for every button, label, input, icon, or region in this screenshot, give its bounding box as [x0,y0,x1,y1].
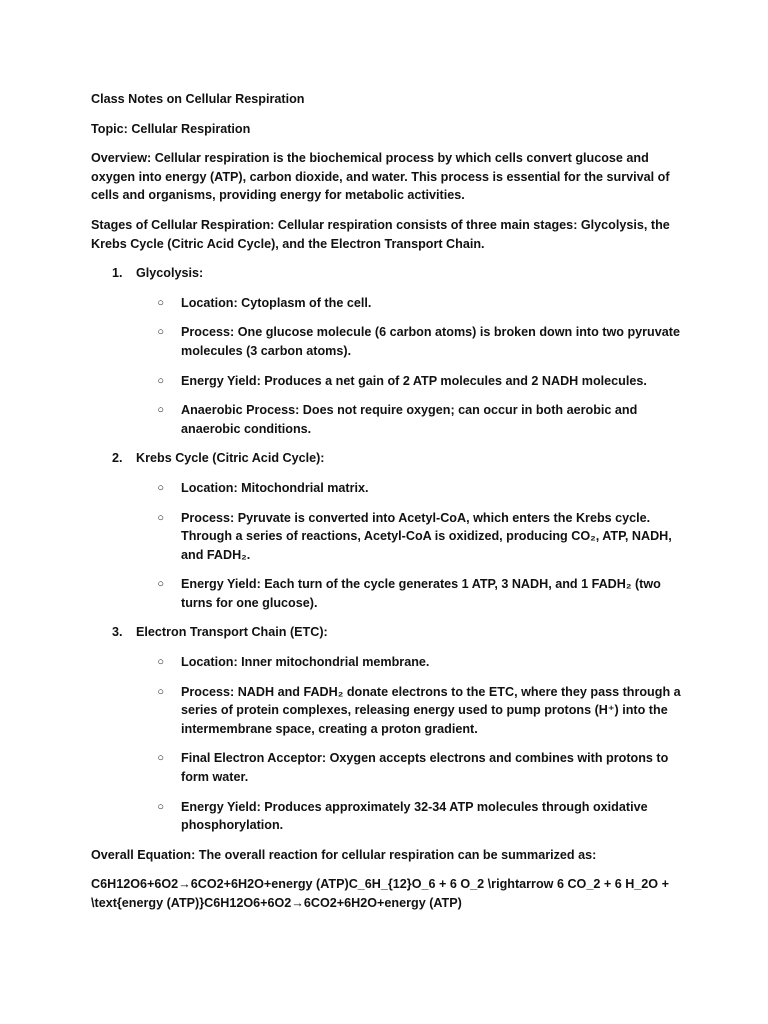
bullet-text: Process: NADH and FADH₂ donate electrons to the ETC, where they pass through a series of protein complexes, releasing energy used to pump protons (H⁺) into the intermembrane space, creating a proton gradient. [181,684,681,736]
stage-number: 3. [112,625,123,640]
stages-list [91,264,681,835]
stage-item-glycolysis [91,264,681,438]
list-item [91,479,681,498]
stage-heading-row [91,449,681,468]
list-item [91,575,681,612]
hollow-circle-bullet-icon: ○ [157,374,164,387]
bullet-text: Location: Inner mitochondrial membrane. [181,655,430,670]
bullet-text: Process: One glucose molecule (6 carbon atoms) is broken down into two pyruvate molecules (3 carbon atoms). [181,325,680,358]
stage-bullet-list [91,294,681,439]
bullet-text: Energy Yield: Produces approximately 32-34 ATP molecules through oxidative phosphorylation. [181,799,648,833]
stage-heading-row [91,264,681,283]
bullet-text: Energy Yield: Produces a net gain of 2 ATP molecules and 2 NADH molecules. [181,373,647,388]
stage-number: 1. [112,266,123,281]
list-item [91,749,681,786]
stage-bullet-list [91,653,681,835]
overall-equation-text: C6H12O6+6O2→6CO2+6H2O+energy (ATP)C_6H_{12}O_6 + 6 O_2 \rightarrow 6 CO_2 + 6 H_2O + \text{energy (ATP)}C6H12O6+6O2→6CO2+6H2O+energy (ATP) [91,877,669,910]
hollow-circle-bullet-icon: ○ [157,685,164,698]
bullet-text: Energy Yield: Each turn of the cycle generates 1 ATP, 3 NADH, and 1 FADH₂ (two turns for one glucose). [181,577,661,610]
list-item [91,323,681,360]
stage-heading: Glycolysis: [136,266,204,281]
stage-item-electron-transport-chain [91,623,681,834]
bullet-text: Anaerobic Process: Does not require oxygen; can occur in both aerobic and anaerobic conditions. [181,403,638,436]
list-item [91,372,681,391]
list-item [91,401,681,438]
hollow-circle-bullet-icon: ○ [157,656,164,669]
bullet-text: Process: Pyruvate is converted into Acetyl-CoA, which enters the Krebs cycle. Through a series of reactions, Acetyl-CoA is oxidized, producing CO₂, ATP, NADH, and FADH₂. [181,510,672,562]
stage-heading-row [91,623,681,642]
hollow-circle-bullet-icon: ○ [157,481,164,494]
bullet-text: Location: Mitochondrial matrix. [181,480,369,495]
hollow-circle-bullet-icon: ○ [157,800,164,813]
list-item [91,798,681,835]
bullet-text: Final Electron Acceptor: Oxygen accepts electrons and combines with protons to form water. [181,751,669,785]
list-item [91,294,681,313]
stages-intro-paragraph: Stages of Cellular Respiration: Cellular respiration consists of three main stages: Glycolysis, the Krebs Cycle (Citric Acid Cycle), and the Electron Transport Chain. [91,217,670,251]
stage-item-krebs-cycle [91,449,681,612]
hollow-circle-bullet-icon: ○ [157,752,164,765]
list-item [91,509,681,565]
overview-paragraph: Overview: Cellular respiration is the biochemical process by which cells convert glucose and oxygen into energy (ATP), carbon dioxide, and water. This process is essential for the survival of cells and organisms, providing energy for metabolic activities. [91,151,670,203]
stage-heading: Electron Transport Chain (ETC): [136,625,328,640]
list-item [91,653,681,672]
hollow-circle-bullet-icon: ○ [157,578,164,591]
stage-bullet-list [91,479,681,613]
hollow-circle-bullet-icon: ○ [157,404,164,417]
stage-number: 2. [112,451,123,466]
notes-content [91,90,681,924]
hollow-circle-bullet-icon: ○ [157,326,164,339]
hollow-circle-bullet-icon: ○ [157,511,164,524]
list-item [91,683,681,739]
topic-line: Topic: Cellular Respiration [91,121,251,136]
overall-equation-label: Overall Equation: The overall reaction for cellular respiration can be summarized as: [91,847,597,862]
hollow-circle-bullet-icon: ○ [157,296,164,309]
bullet-text: Location: Cytoplasm of the cell. [181,295,372,310]
stage-heading: Krebs Cycle (Citric Acid Cycle): [136,451,325,466]
document-title: Class Notes on Cellular Respiration [91,92,305,106]
